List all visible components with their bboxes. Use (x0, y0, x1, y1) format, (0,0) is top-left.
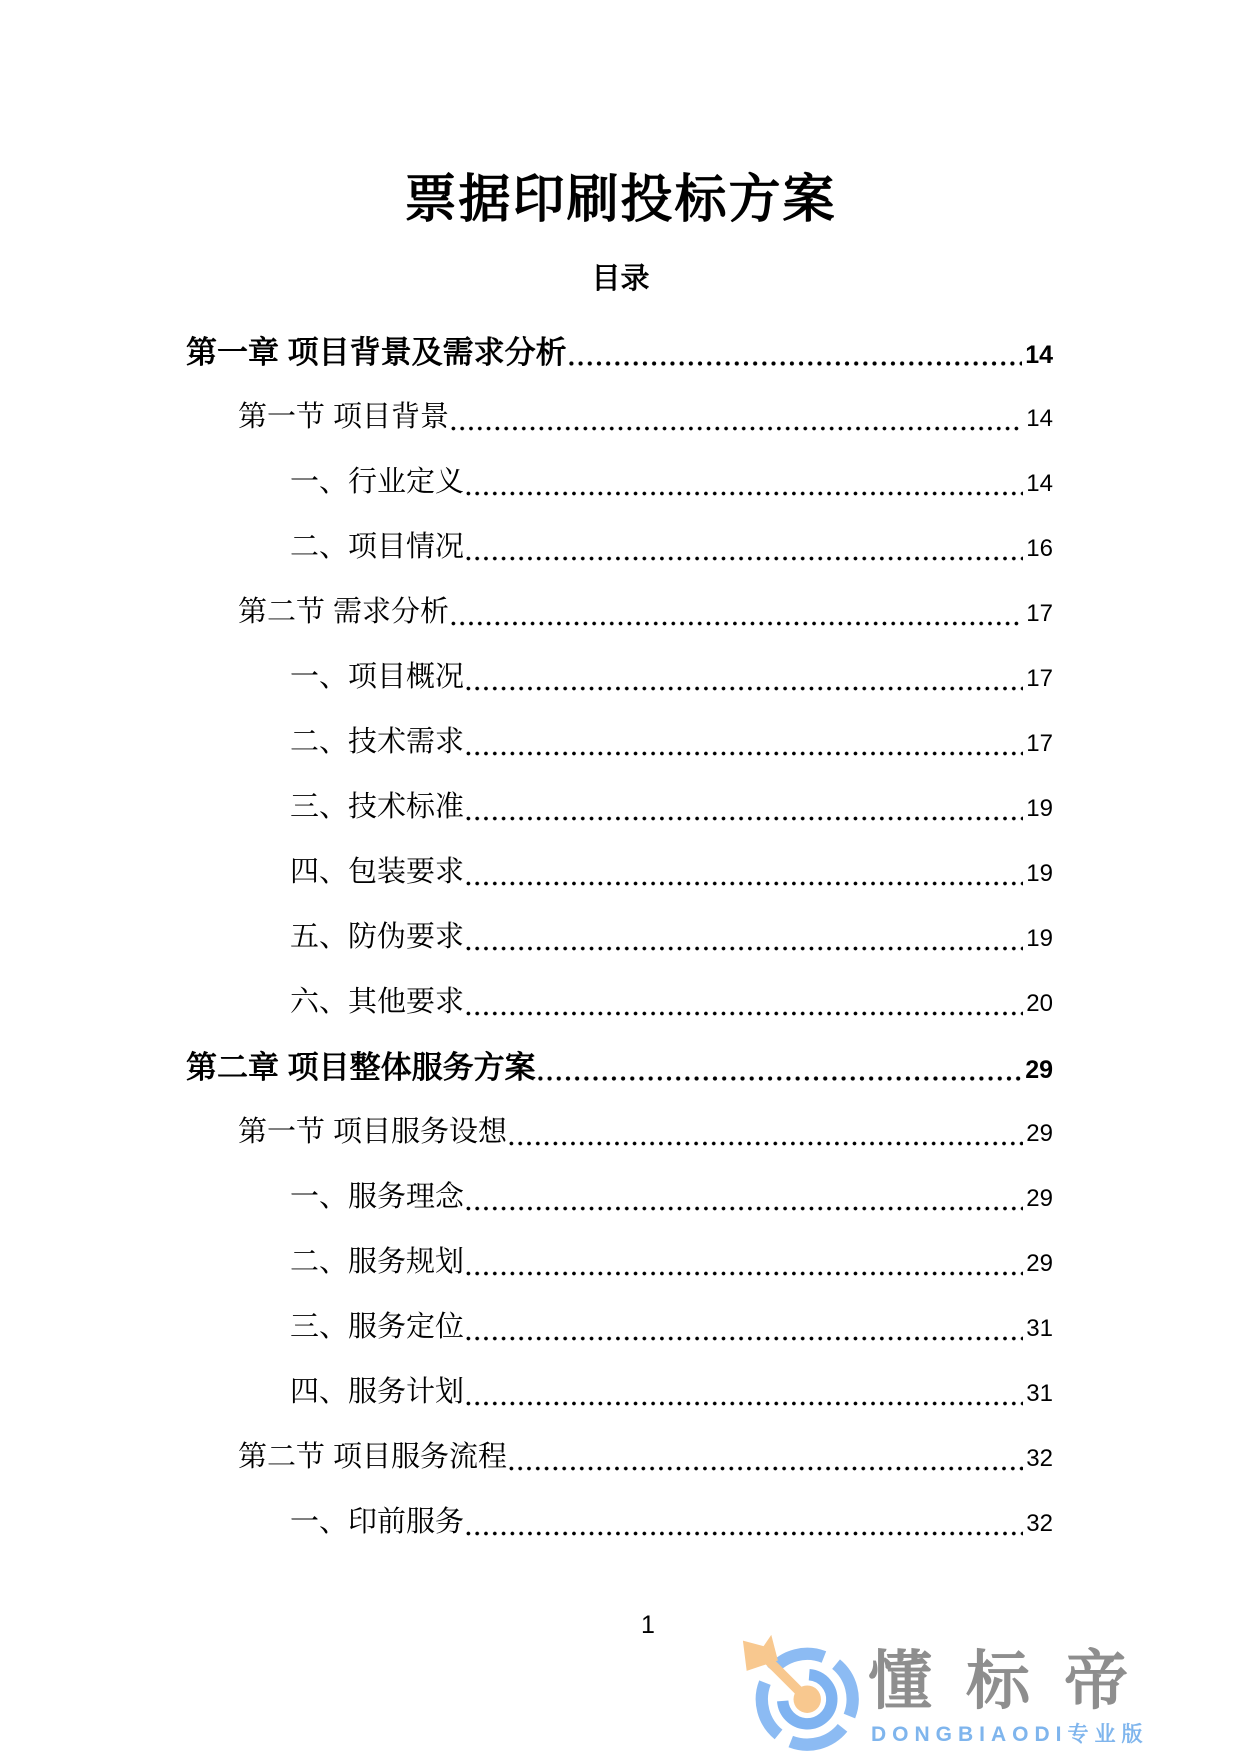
toc-entry-label: 一、行业定义 (290, 466, 465, 498)
toc-dot-leader (466, 1360, 1023, 1425)
toc-entry-label: 一、服务理念 (290, 1181, 465, 1213)
toc-entry-page-number: 19 (1026, 795, 1053, 822)
toc-entry-page-number: 29 (1025, 1056, 1053, 1084)
toc-dot-leader (509, 1100, 1023, 1165)
toc-dot-leader (466, 515, 1023, 580)
toc-entry[interactable] (186, 1100, 1053, 1165)
toc-entry[interactable] (186, 775, 1053, 840)
toc-entry-label: 第二节 项目服务流程 (238, 1441, 508, 1473)
toc-heading: 目录 (591, 263, 650, 295)
target-arrow-icon (741, 1633, 864, 1754)
toc-entry-page-number: 19 (1026, 925, 1053, 952)
toc-entry[interactable] (186, 320, 1053, 385)
toc-entry-page-number: 29 (1026, 1120, 1053, 1147)
toc-entry-label: 五、防伪要求 (290, 921, 465, 953)
toc-entry-page-number: 14 (1026, 405, 1053, 432)
toc-entry-page-number: 32 (1026, 1445, 1053, 1472)
toc-entry-label: 二、服务规划 (290, 1246, 465, 1278)
toc-entry-label: 第一章 项目背景及需求分析 (186, 335, 567, 370)
toc-entry-page-number: 17 (1026, 730, 1053, 757)
toc-dot-leader (466, 775, 1023, 840)
toc-entry-page-number: 29 (1026, 1185, 1053, 1212)
toc-entry-page-number: 19 (1026, 860, 1053, 887)
toc-entry[interactable] (186, 1360, 1053, 1425)
toc-dot-leader (451, 580, 1023, 645)
toc-dot-leader (538, 1035, 1023, 1100)
toc-entry-page-number: 14 (1026, 470, 1053, 497)
brand-name: 懂标帝 (868, 1645, 1162, 1717)
toc-entry-label: 三、技术标准 (290, 791, 465, 823)
toc-entry-page-number: 20 (1026, 990, 1053, 1017)
toc-entry-page-number: 31 (1026, 1315, 1053, 1342)
toc-entry[interactable] (186, 905, 1053, 970)
toc-dot-leader (466, 840, 1023, 905)
toc-entry[interactable] (186, 450, 1053, 515)
toc-dot-leader (466, 1490, 1023, 1555)
toc-entry-label: 第一节 项目背景 (238, 401, 450, 433)
toc-entry-label: 三、服务定位 (290, 1311, 465, 1343)
footer-page-number: 1 (641, 1611, 655, 1639)
toc-entry-page-number: 29 (1026, 1250, 1053, 1277)
toc-entry-label: 一、项目概况 (290, 661, 465, 693)
toc-entry-label: 第二节 需求分析 (238, 596, 450, 628)
toc-dot-leader (451, 385, 1023, 450)
toc-entry[interactable] (186, 710, 1053, 775)
toc-entry[interactable] (186, 515, 1053, 580)
toc-dot-leader (509, 1425, 1023, 1490)
toc-entry[interactable] (186, 1490, 1053, 1555)
toc-entry[interactable] (186, 580, 1053, 645)
toc-entry-label: 四、包装要求 (290, 856, 465, 888)
toc-dot-leader (466, 710, 1023, 775)
table-of-contents (186, 320, 1053, 1555)
toc-entry[interactable] (186, 385, 1053, 450)
toc-entry-label: 第二章 项目整体服务方案 (186, 1050, 536, 1085)
toc-entry[interactable] (186, 840, 1053, 905)
toc-entry[interactable] (186, 1165, 1053, 1230)
toc-entry[interactable] (186, 645, 1053, 710)
toc-entry-page-number: 32 (1026, 1510, 1053, 1537)
toc-entry-label: 六、其他要求 (290, 986, 465, 1018)
toc-dot-leader (466, 905, 1023, 970)
toc-entry-label: 第一节 项目服务设想 (238, 1116, 508, 1148)
toc-dot-leader (466, 1165, 1023, 1230)
toc-entry-page-number: 31 (1026, 1380, 1053, 1407)
toc-entry[interactable] (186, 1035, 1053, 1100)
toc-entry-label: 一、印前服务 (290, 1506, 465, 1538)
toc-entry-label: 四、服务计划 (290, 1376, 465, 1408)
toc-dot-leader (466, 970, 1023, 1035)
document-title: 票据印刷投标方案 (404, 171, 837, 229)
toc-entry-label: 二、项目情况 (290, 531, 465, 563)
toc-entry-page-number: 16 (1026, 535, 1053, 562)
toc-dot-leader (466, 1295, 1023, 1360)
toc-entry[interactable] (186, 1295, 1053, 1360)
toc-entry-page-number: 17 (1026, 665, 1053, 692)
toc-entry-page-number: 17 (1026, 600, 1053, 627)
toc-dot-leader (569, 320, 1023, 385)
brand-subtext: DONGBIAODI专业版 (871, 1723, 1149, 1746)
toc-entry[interactable] (186, 970, 1053, 1035)
toc-entry[interactable] (186, 1230, 1053, 1295)
toc-entry-page-number: 14 (1025, 341, 1053, 369)
toc-dot-leader (466, 450, 1023, 515)
toc-dot-leader (466, 645, 1023, 710)
toc-dot-leader (466, 1230, 1023, 1295)
toc-entry[interactable] (186, 1425, 1053, 1490)
toc-entry-label: 二、技术需求 (290, 726, 465, 758)
